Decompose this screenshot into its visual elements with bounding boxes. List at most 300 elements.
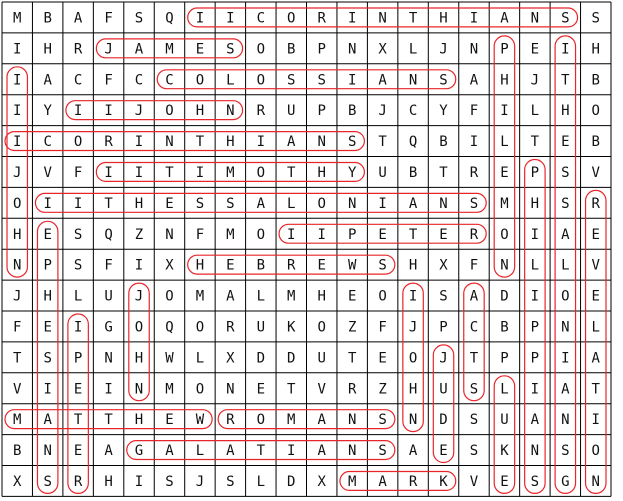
letter-cell: V [13,381,22,398]
letter-cell: S [530,473,540,490]
letter-cell: I [73,103,83,120]
letter-cell: O [317,319,326,336]
letter-cell: J [439,41,448,58]
letter-cell: P [530,319,540,336]
letter-cell: M [226,164,235,181]
letter-cell: M [500,195,509,212]
letter-cell: O [256,72,266,89]
letter-cell: O [561,288,570,305]
letter-cell: H [195,257,205,274]
letter-cell: C [408,103,418,120]
letter-cell: A [287,134,296,151]
letter-cell: O [195,381,205,398]
letter-cell: M [347,473,357,490]
letter-cell: C [469,319,479,336]
letter-cell: Q [165,10,174,27]
letter-cell: Z [134,226,144,243]
letter-cell: M [13,412,22,429]
letter-cell: E [591,288,600,305]
letter-cell: H [226,134,235,151]
letter-cell: N [104,350,113,367]
letter-cell: H [591,41,600,58]
letter-cell: W [347,257,357,274]
letter-cell: I [561,350,570,367]
letter-cell: C [43,134,52,151]
letter-cell: U [104,288,113,305]
letter-cell: A [561,381,570,398]
letter-cell: P [317,103,326,120]
letter-cell: D [256,350,266,367]
letter-cell: T [530,134,540,151]
letter-cell: S [561,10,570,27]
letter-cell: T [378,134,387,151]
letter-cell: B [591,72,600,89]
letter-cell: S [43,473,52,490]
letter-cell: J [134,288,144,305]
letter-cell: T [195,134,205,151]
grid-lines [2,2,611,496]
letter-cell: R [469,226,479,243]
letter-cell: O [256,41,266,58]
letter-cell: I [469,134,479,151]
letter-cell: I [134,134,144,151]
letter-cell: E [73,381,83,398]
letter-cell: A [500,10,509,27]
letter-cell: E [561,134,570,151]
letter-cell: I [104,381,113,398]
letter-cell: E [195,41,205,58]
letter-cell: C [256,10,266,27]
letter-cell: S [561,164,570,181]
letter-cell: P [347,226,357,243]
letter-cell: G [134,443,144,460]
letter-cell: I [73,195,83,212]
letter-cell: N [347,443,357,460]
letter-cell: Q [165,319,174,336]
letter-cell: H [104,473,113,490]
letter-cell: A [469,72,479,89]
letter-cell: O [591,443,600,460]
letter-cell: N [500,257,509,274]
letter-cell: T [104,412,113,429]
letter-cell: R [73,473,83,490]
letter-cell: N [591,473,600,490]
letter-cell: A [43,72,52,89]
letter-cell: G [104,319,113,336]
letter-cell: L [530,103,540,120]
letter-cell: E [591,226,600,243]
letter-cell: T [561,72,570,89]
letter-cell: V [469,473,479,490]
letter-cell: F [104,72,113,89]
letter-cell: U [317,350,326,367]
letter-cell: N [317,134,326,151]
letter-cell: N [408,412,418,429]
letter-cell: O [165,288,174,305]
letter-cell: I [195,10,205,27]
letter-cell: H [317,288,326,305]
letter-cell: T [439,164,448,181]
letter-cell: N [165,226,174,243]
letter-cell: L [287,195,296,212]
letter-cell: K [439,473,448,490]
letter-cell: A [104,443,113,460]
letter-cell: F [104,257,113,274]
letter-cell: J [378,103,387,120]
letter-cell: M [165,381,174,398]
letter-cell: H [13,226,22,243]
letter-cell: I [13,134,22,151]
letter-cell: H [195,103,205,120]
letter-cell: X [165,257,174,274]
letter-cell: I [530,381,540,398]
letter-cell: H [134,412,144,429]
letter-cell: I [287,226,296,243]
letter-cell: I [378,195,387,212]
letter-cell: N [347,195,357,212]
letter-cell: N [469,41,479,58]
letter-cell: N [347,41,357,58]
letter-cell: H [439,10,448,27]
letter-cell: J [104,41,113,58]
letter-cell: V [43,164,52,181]
letter-cell: A [378,72,387,89]
letter-cell: R [408,473,418,490]
letter-cell: T [104,195,113,212]
letter-cell: S [317,72,326,89]
letter-cell: L [408,41,418,58]
letter-cell: E [378,226,387,243]
letter-cell: M [287,412,296,429]
letter-cell: A [317,443,326,460]
letter-cell: M [165,41,174,58]
letter-cell: S [439,288,448,305]
letter-cell: I [134,164,144,181]
letter-cell: S [73,257,83,274]
letter-cell: B [13,443,22,460]
letter-cell: L [256,288,266,305]
letter-cell: O [13,195,22,212]
letter-cell: L [500,134,509,151]
letter-cell: T [13,350,22,367]
letter-cell: L [256,473,266,490]
letter-cell: T [469,350,479,367]
letter-cell: B [347,103,357,120]
letter-cell: E [256,381,266,398]
letter-cell: S [226,473,235,490]
letter-cell: B [408,164,418,181]
letter-cell: Y [43,103,52,120]
letter-cell: R [104,134,113,151]
letter-cell: S [469,195,479,212]
letter-cell: S [226,41,235,58]
letter-cell: J [13,164,22,181]
letter-cell: E [43,226,52,243]
letter-cell: R [226,319,235,336]
letter-cell: U [439,381,448,398]
letter-cell: I [469,10,479,27]
letter-cell: A [378,473,387,490]
letter-cell: J [439,350,448,367]
letter-cell: L [561,257,570,274]
letter-cell: L [226,72,235,89]
letter-cell: A [43,412,52,429]
letter-cell: S [287,72,296,89]
letter-cell: A [256,195,266,212]
letter-cell: M [13,10,22,27]
letter-cell: S [43,350,52,367]
letter-cell: S [134,10,144,27]
letter-cell: F [73,164,83,181]
letter-cell: O [256,164,266,181]
letter-cell: S [591,10,600,27]
letter-cell: I [195,164,205,181]
letter-cell: S [165,473,174,490]
letter-cell: P [500,41,509,58]
letter-cell: W [195,412,205,429]
letter-cell: F [469,257,479,274]
letter-cell: I [530,226,540,243]
letter-cell: A [73,10,83,27]
letter-cell: S [561,443,570,460]
letter-cell: N [378,10,387,27]
letter-cell: Y [439,103,448,120]
letter-cell: E [530,41,540,58]
letter-cell: N [165,134,174,151]
letter-cell: I [256,134,266,151]
letter-cell: T [591,381,600,398]
letter-cell: O [73,134,83,151]
letter-cell: K [287,319,296,336]
letter-cell: P [439,319,448,336]
letter-cell: L [195,350,205,367]
letter-cell: S [73,226,83,243]
letter-cell: L [500,381,509,398]
letter-cell: H [500,72,509,89]
letter-cell: B [287,41,296,58]
letter-cell: S [226,195,235,212]
letter-cell: Z [347,319,357,336]
letter-cell: I [287,443,296,460]
letter-cell: N [226,103,235,120]
letter-cell: J [530,72,540,89]
letter-cell: O [134,319,144,336]
letter-cell: E [378,350,387,367]
letter-cell: D [287,473,296,490]
letter-cell: V [591,257,600,274]
letter-cell: M [287,288,296,305]
letter-cell: A [317,412,326,429]
letter-cell: I [500,103,509,120]
letter-cell: R [73,41,83,58]
letter-cell: E [317,257,326,274]
letter-cell: P [530,350,540,367]
letter-cell: F [104,10,113,27]
letter-cell: W [165,350,174,367]
letter-cell: A [226,443,235,460]
letter-cell: C [134,72,144,89]
letter-cell: S [469,443,479,460]
letter-cell: R [317,10,326,27]
letter-cell: U [287,103,296,120]
letter-cell: I [104,103,113,120]
letter-cell: I [530,288,540,305]
letter-cell: I [73,319,83,336]
letter-cell: X [13,473,22,490]
letter-cell: G [561,473,570,490]
letter-cell: F [378,319,387,336]
letter-cell: N [530,10,540,27]
letter-cell: N [43,443,52,460]
letter-cell: U [500,412,509,429]
letter-cell: N [408,72,418,89]
letter-cell: H [317,164,326,181]
letter-cell: N [561,319,570,336]
letter-cell: T [347,350,357,367]
letter-cell: I [561,41,570,58]
letter-cell: L [195,443,205,460]
letter-cell: A [530,412,540,429]
letter-cell: J [13,288,22,305]
letter-cell: P [500,350,509,367]
letter-cell: L [530,257,540,274]
letter-cell: O [500,226,509,243]
letter-cell: O [195,72,205,89]
letter-cell: I [13,72,22,89]
letter-cell: T [408,226,418,243]
letter-cell: T [287,164,296,181]
letter-cell: A [408,443,418,460]
letter-cell: F [469,103,479,120]
letter-cell: O [195,319,205,336]
letter-cell: E [439,443,448,460]
letter-cell: I [347,10,357,27]
letter-cell: S [195,195,205,212]
letter-cell: R [347,381,357,398]
letter-cell: Q [104,226,113,243]
letter-cell: I [591,412,600,429]
letter-cell: H [43,41,52,58]
letter-cell: H [134,195,144,212]
letter-cell: H [43,288,52,305]
letter-cell: O [256,226,266,243]
letter-cell: I [104,164,113,181]
letter-cell: X [317,473,326,490]
letter-cell: N [439,195,448,212]
letter-cell: T [287,381,296,398]
letter-cell: B [500,319,509,336]
letter-cell: C [165,72,174,89]
letter-cell: O [165,103,174,120]
letter-cell: O [378,288,387,305]
letter-cell: E [73,443,83,460]
letter-cell: H [561,103,570,120]
letter-cell: I [317,226,326,243]
letter-cell: U [256,319,266,336]
letter-cell: T [408,10,418,27]
letter-cell: J [195,473,205,490]
letter-cell: A [561,226,570,243]
letter-cell: T [165,164,174,181]
letter-cell: A [591,350,600,367]
letter-cell: H [408,257,418,274]
letter-cell: E [500,473,509,490]
letter-cell: F [13,319,22,336]
letter-cell: O [287,10,296,27]
letter-cell: I [43,195,52,212]
letter-cell: X [439,257,448,274]
letter-cell: T [256,443,266,460]
letter-cell: C [73,72,83,89]
letter-cell: A [469,288,479,305]
letter-cell: I [347,72,357,89]
found-word-highlights [5,8,606,493]
letter-cell: A [226,288,235,305]
letter-cell: S [378,257,387,274]
letter-cell: L [591,319,600,336]
letter-cell: N [561,412,570,429]
letter-cell: I [134,473,144,490]
letter-cell: I [134,257,144,274]
letter-cell: E [165,412,174,429]
letter-cell: D [287,350,296,367]
letter-cell: N [347,412,357,429]
letter-cell: E [165,195,174,212]
letter-cell: A [408,195,418,212]
letter-cell: U [378,164,387,181]
letter-cell: E [347,288,357,305]
letter-cell: P [43,257,52,274]
letter-cell: X [226,350,235,367]
letter-cell: I [226,10,235,27]
letter-cell: P [73,350,83,367]
letter-cell: P [317,41,326,58]
letter-cell: F [195,226,205,243]
letter-cell: M [226,226,235,243]
letter-cell: H [408,381,418,398]
letter-cell: I [43,381,52,398]
letter-cell: E [439,226,448,243]
letter-cell: S [378,412,387,429]
letter-cell: R [256,103,266,120]
letter-cell: S [561,195,570,212]
letter-cell: J [134,103,144,120]
letter-cell: E [226,257,235,274]
letter-cell: O [256,412,266,429]
letter-cell: A [134,41,144,58]
letter-cell: E [500,164,509,181]
letter-cell: M [195,288,205,305]
letter-cell: Y [347,164,357,181]
letter-cell: Z [378,381,387,398]
letter-cell: P [530,164,540,181]
letter-cell: O [317,195,326,212]
letter-cell: I [408,288,418,305]
letter-cell: A [165,443,174,460]
letter-cell: E [43,319,52,336]
letter-cell: H [530,195,540,212]
letter-cell: V [591,164,600,181]
letter-cell: B [43,10,52,27]
letter-cell: I [13,103,22,120]
letter-cell: N [226,381,235,398]
letter-cell: S [347,134,357,151]
letter-cell: J [408,319,418,336]
letter-cell: S [378,443,387,460]
letter-cell: N [13,257,22,274]
letter-cell: V [317,381,326,398]
letter-cell: H [134,350,144,367]
